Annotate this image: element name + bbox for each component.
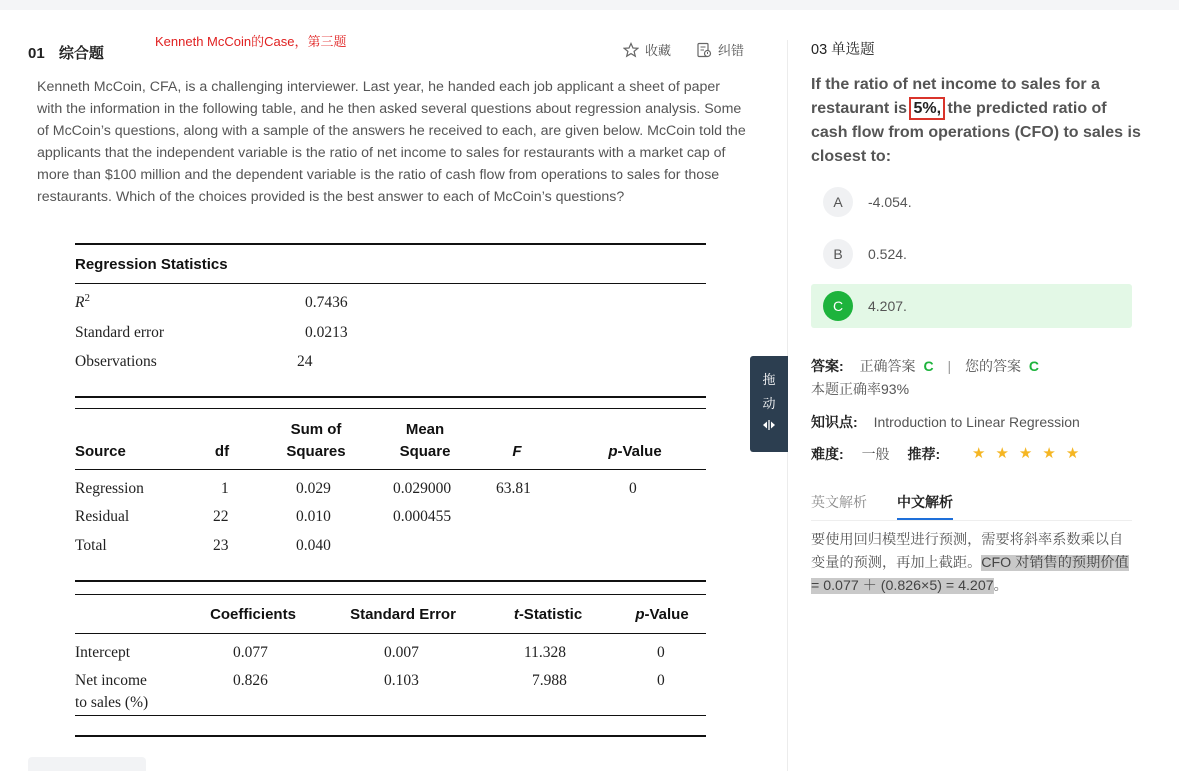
drag-horizontal-icon: [750, 416, 788, 440]
option-text: 4.207.: [868, 298, 907, 314]
coef-p: 0: [657, 672, 665, 689]
table-rule: [75, 243, 706, 245]
correct-answer-label: 正确答案: [859, 358, 916, 374]
top-bar: [0, 0, 1179, 10]
question-type: 综合题: [58, 45, 104, 62]
table-rule: [75, 283, 706, 284]
stat-value: 24: [297, 353, 313, 370]
selected-text: CFO 对销售的预期价值 = 0.077 ＋ (0.826×5) = 4.207: [811, 555, 1129, 594]
coef-label-line2: to sales (%): [75, 694, 149, 711]
coef-header-t: t-Statistic: [513, 606, 583, 623]
stat-value: 0.7436: [305, 294, 348, 311]
coef-header-se: Standard Error: [350, 606, 456, 623]
answer-row: [811, 356, 1039, 376]
table-rule: [75, 580, 706, 582]
anova-ss: 0.029: [296, 480, 331, 497]
anova-header-source: Source: [75, 443, 126, 460]
accuracy-rate: 本题正确率93%: [811, 381, 910, 397]
difficulty-label: 难度:: [811, 446, 844, 462]
coef-p: 0: [657, 644, 665, 661]
question-stem: Kenneth McCoin, CFA, is a challenging interviewer. Last year, he handed each job applicant a sheet of paper with the information in the following table, and he then asked several questions about regression analysis. Some of McCoin’s questions, along with a sample of the answers he received to each, are given below. McCoin told the applicants that the independent variable is the ratio of net income to sales for restaurants with a market cap of more than $100 million and the dependent variable is the ratio of cash flow from operations to sales for those restaurants. Which of the choices provided is the best answer to each of McCoin’s questions?: [37, 79, 746, 205]
explanation-text: 要使用回归模型进行预测，需要将斜率系数乘以自变量的预测，再加上截距。CFO 对销售的预期价值 = 0.077 ＋ (0.826×5) = 4.207。: [811, 532, 1129, 594]
table-rule: [75, 396, 706, 398]
coef-se: 0.103: [384, 672, 419, 689]
star-outline-icon: [623, 42, 639, 58]
sub-question-number: 03: [811, 42, 828, 58]
anova-df: 22: [213, 508, 229, 525]
drag-handle[interactable]: [750, 356, 788, 452]
stat-value: 0.0213: [305, 324, 348, 341]
tab-english-explanation[interactable]: 英文解析: [811, 494, 867, 510]
anova-df: 1: [221, 480, 229, 497]
sub-question-stem: If the ratio of net income to sales for a restaurant is 5%, the predicted ratio of cash flow from operations (CFO) to sales is closest to:: [811, 76, 1141, 165]
favorite-button[interactable]: [623, 40, 671, 59]
difficulty-row: [811, 444, 940, 464]
coef-header-coef: Coefficients: [210, 606, 296, 623]
stat-label-r2: $R^2$: [75, 292, 90, 312]
coef-value: 0.077: [233, 644, 268, 661]
option-text: 0.524.: [868, 246, 907, 262]
anova-ms: 0.000455: [393, 508, 452, 525]
table-rule: [75, 469, 706, 470]
option-c[interactable]: [811, 284, 1132, 328]
table-rule: [75, 633, 706, 634]
sub-question-type: 单选题: [831, 42, 875, 58]
coef-label: Net income: [75, 672, 147, 689]
recommend-label: 推荐:: [907, 446, 941, 462]
case-annotation: Kenneth McCoin的Case，第三题: [155, 34, 347, 49]
stat-label: Standard error: [75, 324, 165, 341]
star-icon: ★: [1065, 445, 1080, 462]
anova-header-df: df: [214, 443, 230, 460]
anova-header-f: F: [512, 443, 522, 460]
sub-question-header: [811, 38, 875, 59]
answer-label: 答案:: [811, 358, 844, 374]
option-letter: B: [823, 239, 853, 269]
star-icon: ★: [995, 445, 1009, 462]
knowledge-row: [811, 412, 1080, 432]
question-header: [28, 42, 104, 63]
question-number: 01: [28, 45, 45, 62]
table-rule: [75, 594, 706, 595]
coef-header-p: p-Value: [635, 606, 689, 623]
anova-header-ss: Sum of Squares: [286, 421, 346, 460]
drag-label-1: 拖: [762, 372, 776, 387]
anova-header-p: p-Value: [608, 443, 662, 460]
anova-source: Regression: [75, 480, 144, 497]
coef-t: 11.328: [524, 644, 567, 661]
anova-source: Residual: [75, 508, 130, 525]
option-letter: A: [823, 187, 853, 217]
tab-chinese-explanation[interactable]: 中文解析: [897, 494, 953, 510]
report-error-button[interactable]: [696, 40, 744, 59]
coef-se: 0.007: [384, 644, 419, 661]
option-letter: C: [823, 291, 853, 321]
star-icon: ★: [972, 445, 986, 462]
stat-label: Observations: [75, 353, 157, 370]
answer-separator: |: [947, 358, 952, 374]
your-answer-value: C: [1028, 358, 1040, 374]
anova-df: 23: [213, 537, 229, 554]
table-rule: [75, 408, 706, 409]
your-answer-label: 您的答案: [965, 358, 1021, 374]
correct-answer-value: C: [923, 358, 934, 374]
report-error-label: 纠错: [718, 43, 745, 58]
knowledge-label: 知识点:: [811, 414, 858, 430]
bottom-tab[interactable]: [28, 757, 146, 771]
anova-ss: 0.010: [296, 508, 331, 525]
anova-ms: 0.029000: [393, 480, 452, 497]
highlight-box: 5%,: [909, 97, 945, 120]
star-icon: ★: [1042, 445, 1056, 462]
stats-title: Regression Statistics: [75, 256, 228, 273]
anova-f: 63.81: [496, 480, 531, 497]
anova-p: 0: [629, 480, 637, 497]
report-error-icon: [696, 42, 712, 58]
table-rule: [75, 735, 706, 737]
drag-label-2: 动: [762, 396, 776, 411]
option-a[interactable]: [811, 180, 1132, 224]
option-text: -4.054.: [868, 194, 912, 210]
anova-ss: 0.040: [296, 537, 331, 554]
star-icon: ★: [1018, 445, 1033, 462]
table-rule: [75, 715, 706, 716]
recommend-stars: [972, 444, 1079, 462]
coef-value: 0.826: [233, 672, 268, 689]
option-b[interactable]: [811, 232, 1132, 276]
explanation-tabs: [811, 490, 1132, 521]
anova-source: Total: [75, 537, 107, 554]
knowledge-value: Introduction to Linear Regression: [873, 414, 1080, 430]
favorite-label: 收藏: [645, 43, 672, 58]
coef-t: 7.988: [532, 672, 567, 689]
coef-label: Intercept: [75, 644, 131, 661]
difficulty-value: 一般: [861, 446, 890, 462]
anova-header-ms: Mean Square: [399, 421, 451, 460]
